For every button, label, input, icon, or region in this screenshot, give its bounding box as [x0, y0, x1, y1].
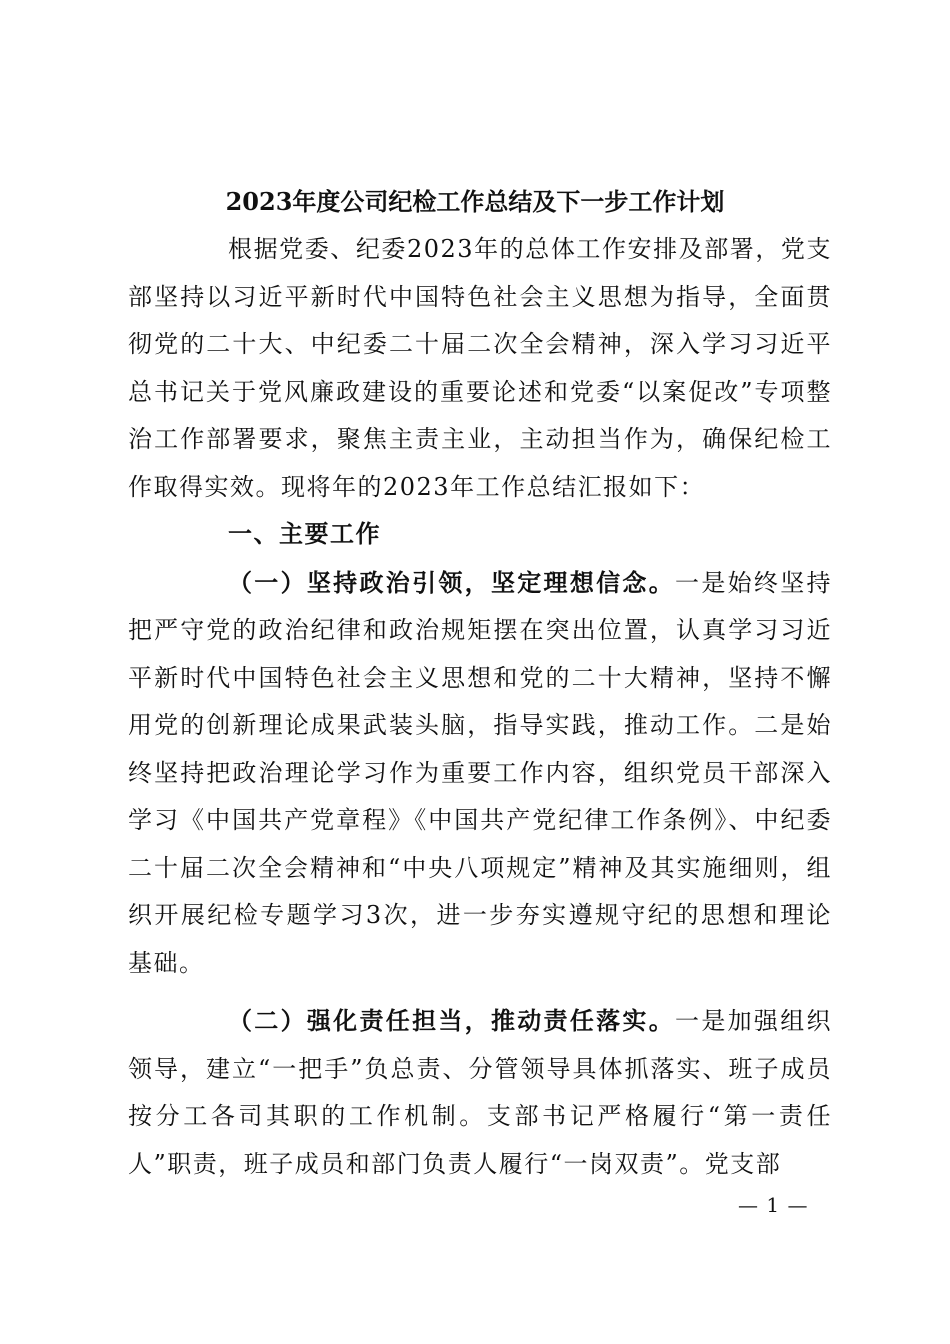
subsection-2-heading: （二）强化责任担当，推动责任落实。 — [228, 1006, 676, 1035]
subsection-2-text: 一是加强组织领导，建立“一把手”负总责、分管领导具体抓落实、班子成员按分工各司其职的工作机制。支部书记严格履行“第一责任人”职责，班子成员和部门负责人履行“一岗双责”。党支部 — [128, 1007, 833, 1178]
section-heading-main-work: 一、主要工作 — [228, 520, 381, 548]
page-number: — 1 — — [738, 1193, 809, 1217]
subsection-1-heading: （一）坚持政治引领，坚定理想信念。 — [228, 567, 676, 597]
paragraph-gap — [128, 987, 832, 997]
subsection-1-paragraph — [128, 559, 832, 988]
document-title: 2023年度公司纪检工作总结及下一步工作计划 — [225, 187, 725, 216]
document-body — [128, 226, 832, 1188]
subsection-1-text: 一是始终坚持把严守党的政治纪律和政治规矩摆在突出位置，认真学习习近平新时代中国特色社会主义思想和党的二十大精神，坚持不懈用党的创新理论成果武装头脑，指导实践，推动工作。二是始终坚持把政治理论学习作为重要工作内容，组织党员干部深入学习《中国共产党章程》《中国共产党纪律工作条例》、中纪委二十届二次全会精神和“中央八项规定”精神及其实施细则，组织开展纪检专题学习3次，进一步夯实遵规守纪的思想和理论基础。 — [128, 568, 833, 977]
subsection-2-paragraph — [128, 997, 832, 1188]
intro-paragraph: 根据党委、纪委2023年的总体工作安排及部署，党支部坚持以习近平新时代中国特色社会主义思想为指导，全面贯彻党的二十大、中纪委二十届二次全会精神，深入学习习近平总书记关于党风廉政建设的重要论述和党委“以案促改”专项整治工作部署要求，聚焦主责主业，主动担当作为，确保纪检工作取得实效。现将年的2023年工作总结汇报如下： — [128, 235, 832, 501]
